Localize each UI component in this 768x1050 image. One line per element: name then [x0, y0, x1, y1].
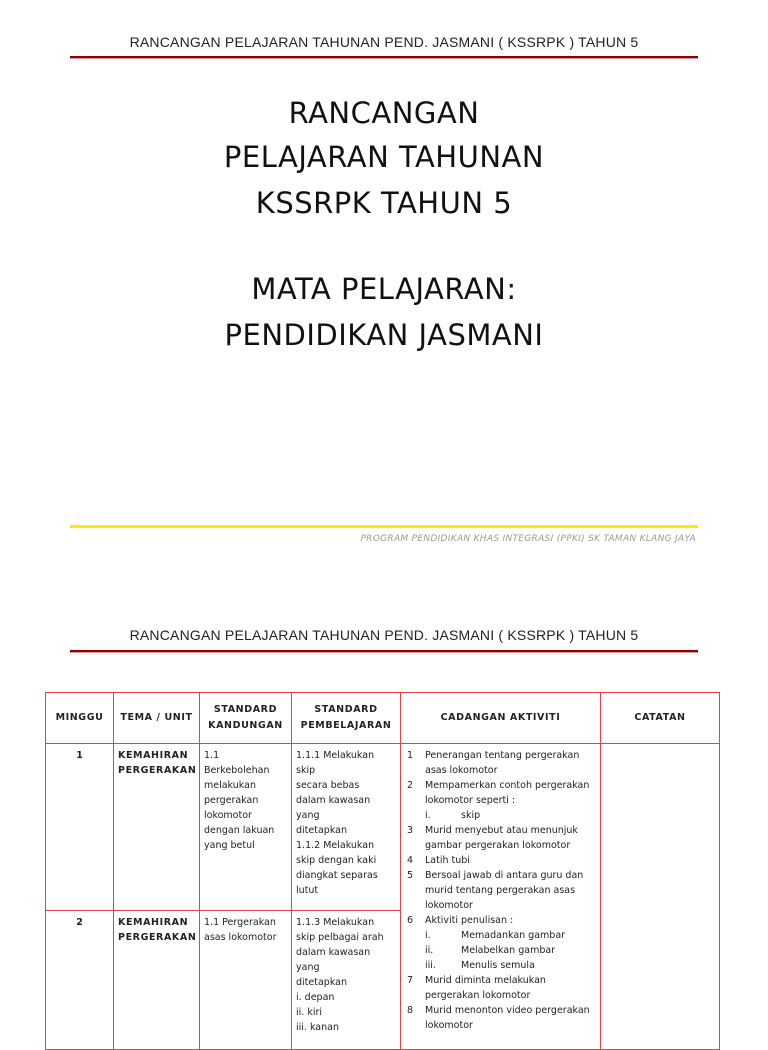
cell-line: pergerakan [204, 795, 259, 806]
subitem-text: Menulis semula [461, 960, 535, 971]
header-pembelajaran-text: STANDARD PEMBELAJARAN [300, 704, 392, 731]
activity-number: 1 [407, 750, 414, 761]
activity-item [405, 853, 596, 868]
activity-text: murid tentang pergerakan asas [425, 885, 576, 896]
header-tema-text: TEMA / UNIT [120, 712, 193, 723]
catatan-cell [601, 744, 720, 1050]
activity-subitem [405, 958, 596, 973]
activity-number: 8 [407, 1005, 414, 1016]
subitem-number: i. [425, 930, 431, 941]
title-line-2: PELAJARAN TAHUNAN [223, 140, 545, 174]
week-number: 2 [46, 911, 114, 1050]
activity-text: lokomotor [425, 1020, 473, 1031]
activity-number: 2 [407, 780, 414, 791]
activity-text: Bersoal jawab di antara guru dan [425, 870, 584, 881]
standard-pembelajaran-cell [292, 744, 401, 911]
cell-line: asas lokomotor [204, 932, 277, 943]
cell-line: 1.1.1 Melakukan skip [296, 750, 375, 776]
subject-line-2: PENDIDIKAN JASMANI [224, 318, 544, 352]
subitem-text: skip [461, 810, 481, 821]
cell-line: i. depan [296, 992, 335, 1003]
activity-item [405, 823, 596, 853]
title-line-1: RANCANGAN [288, 96, 480, 130]
cell-line: Berkebolehan [204, 765, 270, 776]
lesson-plan-table [45, 692, 720, 1050]
standard-kandungan-cell [200, 744, 292, 911]
header-catatan: CATATAN [601, 693, 720, 744]
activity-text: lokomotor seperti : [425, 795, 516, 806]
activity-subitem [405, 808, 596, 823]
cell-line: 1.1.2 Melakukan [296, 840, 375, 851]
activity-text: gambar pergerakan lokomotor [425, 840, 571, 851]
activity-item [405, 973, 596, 1003]
activity-text: pergerakan lokomotor [425, 990, 531, 1001]
activity-number: 6 [407, 915, 414, 926]
activity-subitem [405, 928, 596, 943]
cell-line: yang betul [204, 840, 255, 851]
cell-line: ditetapkan [296, 825, 347, 836]
cell-line: dalam kawasan yang [296, 947, 371, 973]
cell-line: ii. kiri [296, 1007, 323, 1018]
activity-text: lokomotor [425, 900, 473, 911]
subitem-number: ii. [425, 945, 434, 956]
activity-item [405, 1003, 596, 1033]
activity-item [405, 748, 596, 778]
table-row [46, 744, 720, 911]
page-footer: PROGRAM PENDIDIKAN KHAS INTEGRASI (PPKI) SK TAMAN KLANG JAYA [360, 534, 696, 544]
header-tema [114, 693, 200, 744]
week-number: 1 [46, 744, 114, 911]
activity-text: Aktiviti penulisan : [425, 915, 514, 926]
activity-text: Latih tubi [425, 855, 470, 866]
cell-line: 1.1 Pergerakan [204, 917, 276, 928]
subitem-number: i. [425, 810, 431, 821]
header-rule-2 [70, 650, 698, 653]
cell-line: secara bebas [296, 780, 360, 791]
header-aktiviti: CADANGAN AKTIVITI [401, 693, 601, 744]
cell-line: 1.1 [204, 750, 220, 761]
cell-line: iii. kanan [296, 1022, 339, 1033]
page-header-2: RANCANGAN PELAJARAN TAHUNAN PEND. JASMANI ( KSSRPK ) TAHUN 5 [129, 627, 639, 643]
activity-text: Murid menyebut atau menunjuk [425, 825, 578, 836]
header-pembelajaran [292, 693, 401, 744]
activity-item [405, 913, 596, 928]
activities-cell [401, 744, 601, 1050]
cell-line: lokomotor [204, 810, 252, 821]
activity-number: 5 [407, 870, 414, 881]
subject-line-1: MATA PELAJARAN: [251, 272, 517, 306]
page-header-1: RANCANGAN PELAJARAN TAHUNAN PEND. JASMANI ( KSSRPK ) TAHUN 5 [129, 34, 639, 50]
activity-item [405, 868, 596, 913]
subitem-text: Memadankan gambar [461, 930, 566, 941]
cell-line: skip dengan kaki [296, 855, 377, 866]
activity-number: 4 [407, 855, 414, 866]
cell-line: dengan lakuan [204, 825, 275, 836]
activity-text: asas lokomotor [425, 765, 498, 776]
cell-line: diangkat separas [296, 870, 378, 881]
header-kandungan [200, 693, 292, 744]
cell-line: lutut [296, 885, 319, 896]
activity-subitem [405, 943, 596, 958]
cell-line: ditetapkan [296, 977, 347, 988]
standard-pembelajaran-cell [292, 911, 401, 1050]
cell-line: 1.1.3 Melakukan [296, 917, 375, 928]
header-minggu: MINGGU [46, 693, 114, 744]
activity-item [405, 778, 596, 808]
cell-line: dalam kawasan yang [296, 795, 371, 821]
theme-cell: KEMAHIRAN PERGERAKAN [114, 744, 200, 911]
header-rule-1 [70, 56, 698, 59]
activity-number: 3 [407, 825, 414, 836]
activity-text: Murid diminta melakukan [425, 975, 546, 986]
activity-number: 7 [407, 975, 414, 986]
header-kandungan-text: STANDARD KANDUNGAN [208, 704, 283, 731]
cell-line: skip pelbagai arah [296, 932, 384, 943]
activity-text: Murid menonton video pergerakan [425, 1005, 590, 1016]
theme-cell: KEMAHIRAN PERGERAKAN [114, 911, 200, 1050]
standard-kandungan-cell [200, 911, 292, 1050]
title-line-3: KSSRPK TAHUN 5 [255, 186, 513, 220]
cell-line: melakukan [204, 780, 256, 791]
table-header-row [46, 693, 720, 744]
activity-text: Penerangan tentang pergerakan [425, 750, 580, 761]
subitem-text: Melabelkan gambar [461, 945, 556, 956]
subitem-number: iii. [425, 960, 436, 971]
activity-list [405, 748, 596, 1033]
footer-rule [70, 525, 698, 528]
activity-text: Mempamerkan contoh pergerakan [425, 780, 590, 791]
